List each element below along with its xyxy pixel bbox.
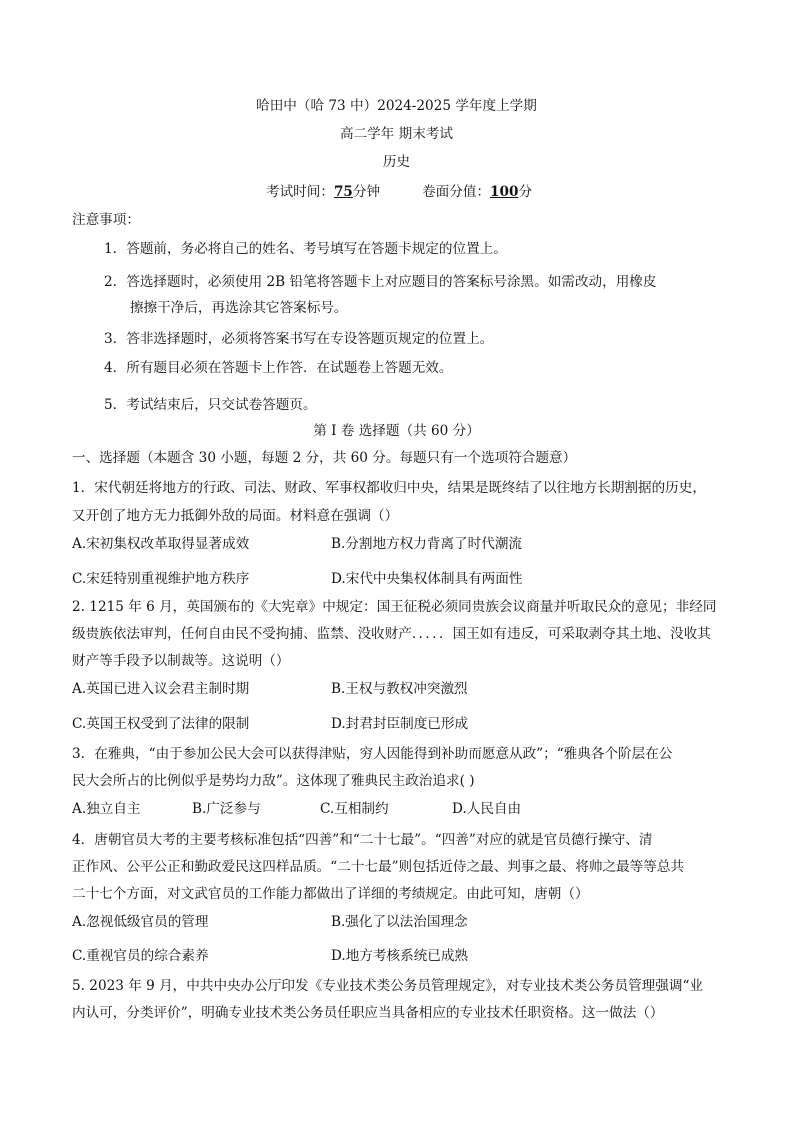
note-item: 3．答非选择题时，必须将答案书写在专设答题页规定的位置上。 bbox=[104, 331, 494, 347]
question-2-text: 级贵族依法审判，任何自由民不受拘捕、监禁、没收财产．．．．．国王如有违反，可采取剥夺其土地、没收其 bbox=[72, 626, 711, 642]
note-item: 1．答题前，务必将自己的姓名、考号填写在答题卡规定的位置上。 bbox=[104, 241, 507, 257]
question-3-text: 民大会所占的比例似乎是势均力敌”。这体现了雅典民主政治追求( ) bbox=[72, 773, 475, 789]
question-2-option-c: C.英国王权受到了法律的限制 bbox=[72, 716, 250, 732]
question-2-option-b: B.王权与教权冲突激烈 bbox=[331, 681, 468, 697]
question-4-option-c: C.重视官员的综合素养 bbox=[72, 948, 209, 964]
question-3-option-b: B.广泛参与 bbox=[192, 801, 261, 817]
question-5-text: 5. 2023 年 9 月，中共中央办公厅印发《专业技术类公务员管理规定》，对专业技术类公务员管理强调“业 bbox=[72, 978, 703, 994]
question-5-text: 内认可，分类评价”，明确专业技术类公务员任职应当具备相应的专业技术任职资格。这一做法（） bbox=[72, 1005, 664, 1021]
school-title: 哈田中（哈 73 中）2024-2025 学年度上学期 bbox=[256, 98, 537, 114]
question-2-text: 财产等手段予以制裁等。这说明（） bbox=[72, 653, 290, 669]
question-3-option-a: A.独立自主 bbox=[72, 801, 141, 817]
subject-title: 历史 bbox=[382, 154, 411, 170]
question-4-option-b: B.强化了以法治国理念 bbox=[331, 914, 468, 930]
question-1-option-d: D.宋代中央集权体制具有两面性 bbox=[331, 571, 523, 587]
question-4-option-d: D.地方考核系统已成熟 bbox=[331, 948, 469, 964]
question-3-option-d: D.人民自由 bbox=[452, 801, 522, 817]
score-unit: 分 bbox=[518, 184, 533, 200]
section-title: 第 I 卷 选择题（共 60 分） bbox=[313, 423, 480, 439]
note-item: 4．所有题目必须在答题卡上作答．在试题卷上答题无效。 bbox=[104, 360, 453, 376]
question-4-text: 正作风、公平公正和勤政爱民这四样品质。“二十七最”则包括近侍之最、判事之最、将帅之最等等总共 bbox=[72, 859, 685, 875]
score-value: 100 bbox=[490, 184, 519, 200]
question-4-option-a: A.忽视低级官员的管理 bbox=[72, 914, 209, 930]
question-3-option-c: C.互相制约 bbox=[320, 801, 389, 817]
time-value: 75 bbox=[333, 184, 353, 200]
question-4-text: 二十七个方面，对文武官员的工作能力都做出了详细的考绩规定。由此可知，唐朝（） bbox=[72, 886, 589, 902]
question-3-text: 3．在雅典，“由于参加公民大会可以获得津贴，穷人因能得到补助而愿意从政”；“雅典各个阶层在公 bbox=[72, 746, 673, 762]
question-4-text: 4．唐朝官员大考的主要考核标准包括“四善”和“二十七最”。“四善”对应的就是官员德行操守、清 bbox=[72, 832, 653, 848]
question-2-option-a: A.英国已进入议会君主制时期 bbox=[72, 681, 250, 697]
time-unit: 分钟 bbox=[352, 184, 381, 200]
note-item: 2．答选择题时，必须使用 2B 铅笔将答题卡上对应题目的答案标号涂黑。如需改动，用橡皮 bbox=[104, 274, 657, 290]
question-1-option-a: A.宋初集权改革取得显著成效 bbox=[72, 536, 250, 552]
question-2-text: 2. 1215 年 6 月，英国颁布的《大宪章》中规定：国王征税必须同贵族会议商量并听取民众的意见；非经同 bbox=[72, 599, 717, 615]
section-instructions: 一、选择题（本题含 30 小题，每题 2 分，共 60 分。每题只有一个选项符合题意） bbox=[72, 450, 577, 466]
note-item: 5．考试结束后，只交试卷答题页。 bbox=[104, 397, 317, 413]
question-1-text: 又开创了地方无力抵御外敌的局面。材料意在强调（） bbox=[72, 508, 399, 524]
question-2-option-d: D.封君封臣制度已形成 bbox=[331, 716, 469, 732]
note-item-continued: 擦擦干净后，再选涂其它答案标号。 bbox=[130, 300, 348, 316]
score-label: 卷面分值： bbox=[422, 184, 491, 200]
exam-name: 高二学年 期末考试 bbox=[339, 126, 454, 142]
exam-info bbox=[266, 182, 532, 202]
question-1-option-b: B.分割地方权力背离了时代潮流 bbox=[331, 536, 523, 552]
time-label: 考试时间： bbox=[266, 184, 334, 200]
question-1-option-c: C.宋廷特别重视维护地方秩序 bbox=[72, 571, 250, 587]
notes-heading: 注意事项： bbox=[72, 212, 140, 228]
question-1-text: 1．宋代朝廷将地方的行政、司法、财政、军事权都收归中央，结果是既终结了以往地方长期割据的历史， bbox=[72, 480, 706, 496]
